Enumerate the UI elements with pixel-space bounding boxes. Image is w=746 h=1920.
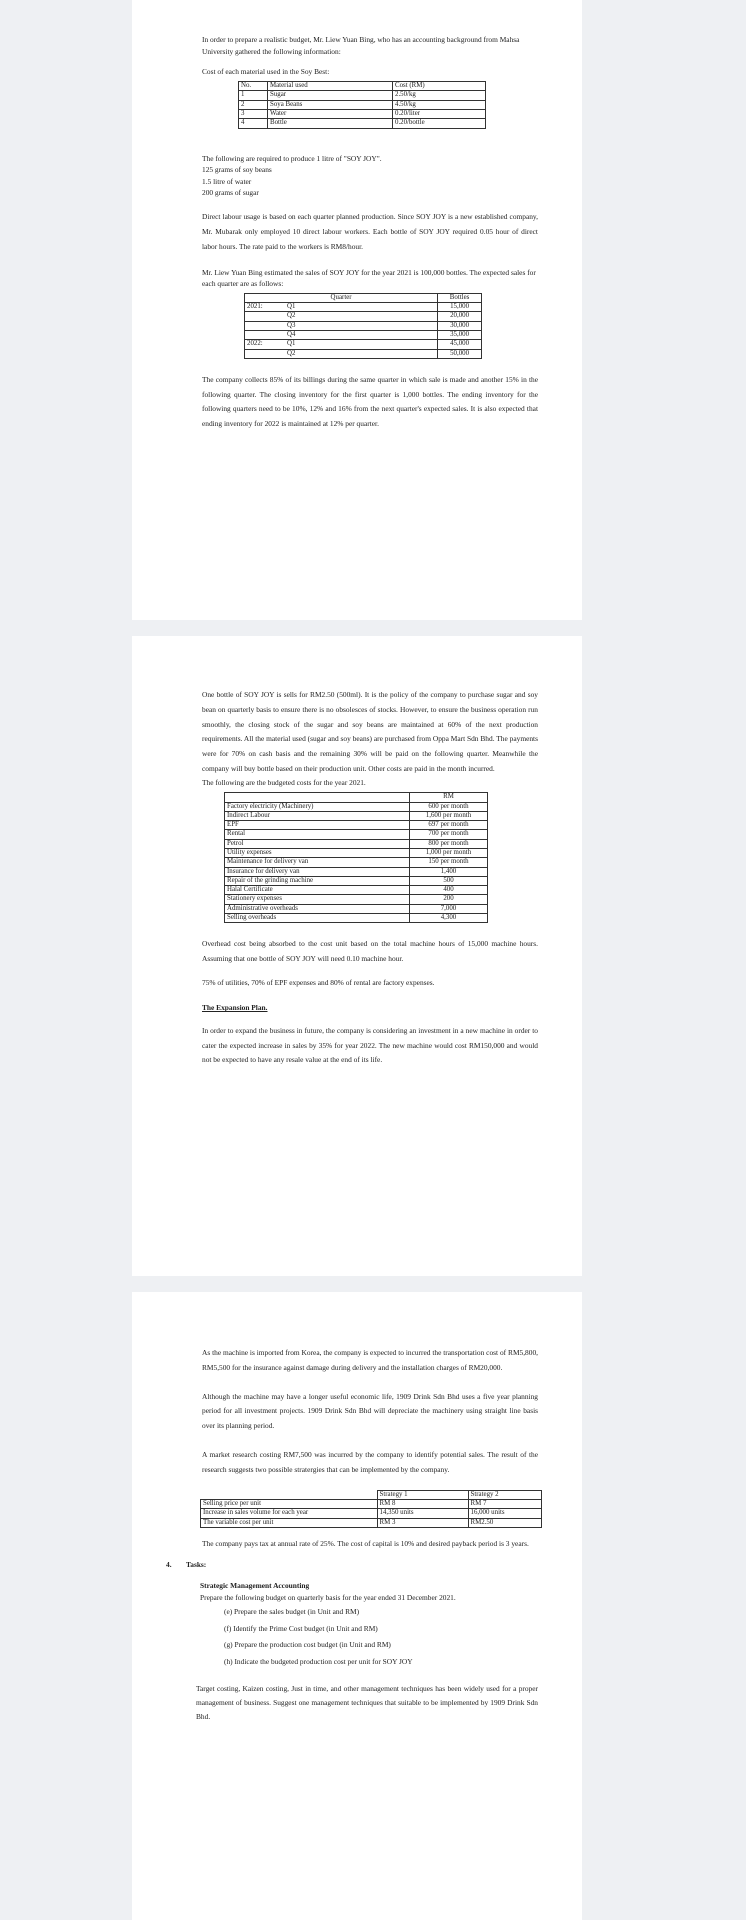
table-cell: Increase in sales volume for each year [201,1509,378,1518]
table-cell: Halal Certificate [225,886,410,895]
list-item: (g) Prepare the production cost budget (in Unit and RM) [224,1640,391,1650]
price-paragraph: One bottle of SOY JOY is sells for RM2.50 (500ml). It is the policy of the company to purchase sugar and soy bean on quarterly basis to ensure there is no obsolesces of stocks. However, to ensure the business operation run smoothly, the closing stock of the sugar and soy beans are maintained at 60% of the next production requirements. All the material used (sugar and soy beans) are purchased from Oppa Mart Sdn Bhd. The payments were for 70% on cash basis and the remaining 30% will be paid on the following quarter. Meanwhile the company will buy bottle based on their production unit. Other costs are paid in the month incurred. [202,690,538,774]
table-header-cell: Cost (RM) [393,82,486,91]
tax-paragraph: The company pays tax at annual rate of 25%. The cost of capital is 10% and desired payback period is 3 years. [202,1538,529,1548]
table-cell: RM 3 [377,1518,468,1527]
table-cell: Q3 [283,321,438,330]
table-header-cell [225,793,410,802]
costs-heading: The following are the budgeted costs for the year 2021. [202,777,366,787]
budgeted-costs-table [224,792,488,923]
table-cell: 7,000 [410,904,488,913]
document-page-2 [132,636,582,1276]
table-cell: 15,000 [438,303,482,312]
expansion-heading: The Expansion Plan. [202,1003,268,1013]
table-cell: 16,000 units [468,1509,542,1518]
table-row [225,849,488,858]
table-row [225,867,488,876]
required-item: 1.5 litre of water [202,176,252,186]
table-cell: Q1 [283,340,438,349]
table-row [225,839,488,848]
table-cell: Insurance for delivery van [225,867,410,876]
table-row [245,312,482,321]
table-cell: Water [268,110,393,119]
list-item: (h) Indicate the budgeted production cost per unit for SOY JOY [224,1656,413,1666]
import-cost-paragraph: As the machine is imported from Korea, the company is expected to incurred the transportation cost of RM5,800, RM5,500 for the insurance against damage during delivery and the installation charges of RM20,000. [202,1348,538,1372]
table-row [225,830,488,839]
table-cell [245,330,284,339]
table-header-cell: Quarter [245,293,438,302]
table-cell: 0.20/bottle [393,119,486,128]
table-cell: Selling overheads [225,914,410,923]
table-cell: Repair of the grinding machine [225,876,410,885]
table-row [239,100,486,109]
table-cell: 0.20/liter [393,110,486,119]
factory-expenses-paragraph: 75% of utilities, 70% of EPF expenses and 80% of rental are factory expenses. [202,977,435,987]
table-cell: 2021: [245,303,284,312]
document-page-3 [132,1292,582,1920]
labour-paragraph: Direct labour usage is based on each quarter planned production. Since SOY JOY is a new established company, Mr. Mubarak only employed 10 direct labour workers. Each bottle of SOY JOY required 0.05 hour of direct labor hours. The rate paid to the workers is RM8/hour. [202,212,538,252]
table-row [225,858,488,867]
table-cell: 20,000 [438,312,482,321]
table-cell: The variable cost per unit [201,1518,378,1527]
table-cell: Administrative overheads [225,904,410,913]
table-row [225,821,488,830]
required-heading: The following are required to produce 1 litre of "SOY JOY". [202,153,382,163]
table-cell: 4,300 [410,914,488,923]
table-row [225,802,488,811]
table-cell: 4 [239,119,268,128]
table-row [245,330,482,339]
table-header-cell: No. [239,82,268,91]
table-cell [245,312,284,321]
table-cell: Indirect Labour [225,811,410,820]
sma-paragraph: Prepare the following budget on quarterly basis for the year ended 31 December 2021. [200,1592,456,1602]
table-cell: 2.50/kg [393,91,486,100]
collection-paragraph: The company collects 85% of its billings during the same quarter in which sale is made and another 15% in the following quarter. The closing inventory for the first quarter is 1,000 bottles. The ending inventory for the following quarters need to be 10%, 12% and 16% from the next quarter's expected sales. It is also expected that ending inventory for 2022 is maintained at 12% per quarter. [202,374,538,429]
document-page-1 [132,0,582,620]
table-cell: Q4 [283,330,438,339]
table-cell: Petrol [225,839,410,848]
table-header-cell [201,1490,378,1499]
table-cell: 4.50/kg [393,100,486,109]
table-cell: 500 [410,876,488,885]
table-cell: 2022: [245,340,284,349]
quarterly-sales-table [244,293,482,359]
table-row [225,895,488,904]
table-cell: Stationery expenses [225,895,410,904]
table-cell: 1,400 [410,867,488,876]
table-cell: EPF [225,821,410,830]
expansion-paragraph: In order to expand the business in future, the company is considering an investment in a new machine in order to cater the expected increase in sales by 35% for year 2022. The new machine would cost RM150,000 and would not be expected to have any resale value at the end of its life. [202,1025,538,1065]
table-cell: RM 7 [468,1499,542,1508]
table-header-cell: RM [410,793,488,802]
table-cell: Sugar [268,91,393,100]
table-cell: 2 [239,100,268,109]
table-cell: 600 per month [410,802,488,811]
management-techniques-paragraph: Target costing, Kaizen costing, Just in time, and other management techniques has been widely used for a proper management of business. Suggest one management techniques that suitable to be implemented by 1909 Drink Sdn Bhd. [196,1684,538,1722]
strategy-table [200,1490,542,1528]
table-cell: 1,000 per month [410,849,488,858]
required-item: 200 grams of sugar [202,187,259,197]
table-header-cell: Material used [268,82,393,91]
table-cell: 400 [410,886,488,895]
table-cell: 697 per month [410,821,488,830]
overhead-paragraph: Overhead cost being absorbed to the cost unit based on the total machine hours of 15,000 machine hours. Assuming that one bottle of SOY JOY will need 0.10 machine hour. [202,939,538,964]
table-row [201,1518,542,1527]
table-row [225,876,488,885]
table-row [225,811,488,820]
table-cell: 700 per month [410,830,488,839]
table-row [245,349,482,358]
table-cell: Utility expenses [225,849,410,858]
table-cell: Q2 [283,312,438,321]
table-header-cell: Strategy 2 [468,1490,542,1499]
required-item: 125 grams of soy beans [202,165,272,175]
table-cell: Q2 [283,349,438,358]
table-cell: Maintenance for delivery van [225,858,410,867]
table-row [239,91,486,100]
tasks-label: Tasks: [186,1559,207,1569]
table-row [245,321,482,330]
material-cost-table [238,81,486,128]
table-row [225,886,488,895]
table-cell: RM2.50 [468,1518,542,1527]
table-header-row [225,793,488,802]
table-row [201,1509,542,1518]
table-cell: 3 [239,110,268,119]
intro-paragraph: In order to prepare a realistic budget, Mr. Liew Yuan Bing, who has an accounting background from Mahsa University gathered the following information: [202,35,520,56]
tasks-heading [166,1559,538,1570]
table-cell: 14,350 units [377,1509,468,1518]
sales-paragraph: Mr. Liew Yuan Bing estimated the sales of SOY JOY for the year 2021 is 100,000 bottles. The expected sales for each quarter are as follows: [202,267,536,289]
table-cell: Rental [225,830,410,839]
cost-heading: Cost of each material used in the Soy Best: [202,66,330,76]
table-cell: 200 [410,895,488,904]
table-header-cell: Strategy 1 [377,1490,468,1499]
planning-period-paragraph: Although the machine may have a longer useful economic life, 1909 Drink Sdn Bhd uses a five year planning period for all investment projects. 1909 Drink Sdn Bhd will depreciate the machinery using straight line basis over its planning period. [202,1391,538,1431]
table-header-row [201,1490,542,1499]
table-cell: 35,000 [438,330,482,339]
task-list [210,1606,538,1667]
table-cell: Q1 [283,303,438,312]
table-cell: 1,600 per month [410,811,488,820]
table-cell: 50,000 [438,349,482,358]
table-row [239,119,486,128]
market-research-paragraph: A market research costing RM7,500 was incurred by the company to identify potential sales. The result of the research suggests two possible stratergies that can be implemented by the company. [202,1450,538,1474]
list-item: (e) Prepare the sales budget (in Unit and RM) [224,1607,360,1617]
sma-heading: Strategic Management Accounting [200,1581,310,1591]
table-header-row [245,293,482,302]
table-row [239,110,486,119]
table-row [245,340,482,349]
table-cell [245,321,284,330]
table-cell: RM 8 [377,1499,468,1508]
table-cell [245,349,284,358]
table-cell: 150 per month [410,858,488,867]
table-cell: 45,000 [438,340,482,349]
tasks-number: 4. [166,1559,172,1569]
table-cell: Factory electricity (Machinery) [225,802,410,811]
table-cell: Bottle [268,119,393,128]
table-header-row [239,82,486,91]
table-cell: Selling price per unit [201,1499,378,1508]
table-cell: 800 per month [410,839,488,848]
table-cell: 30,000 [438,321,482,330]
table-row [225,904,488,913]
table-row [245,303,482,312]
table-row [225,914,488,923]
table-row [201,1499,542,1508]
table-header-cell: Bottles [438,293,482,302]
list-item: (f) Identify the Prime Cost budget (in Unit and RM) [224,1623,378,1633]
table-cell: Soya Beans [268,100,393,109]
table-cell: 1 [239,91,268,100]
